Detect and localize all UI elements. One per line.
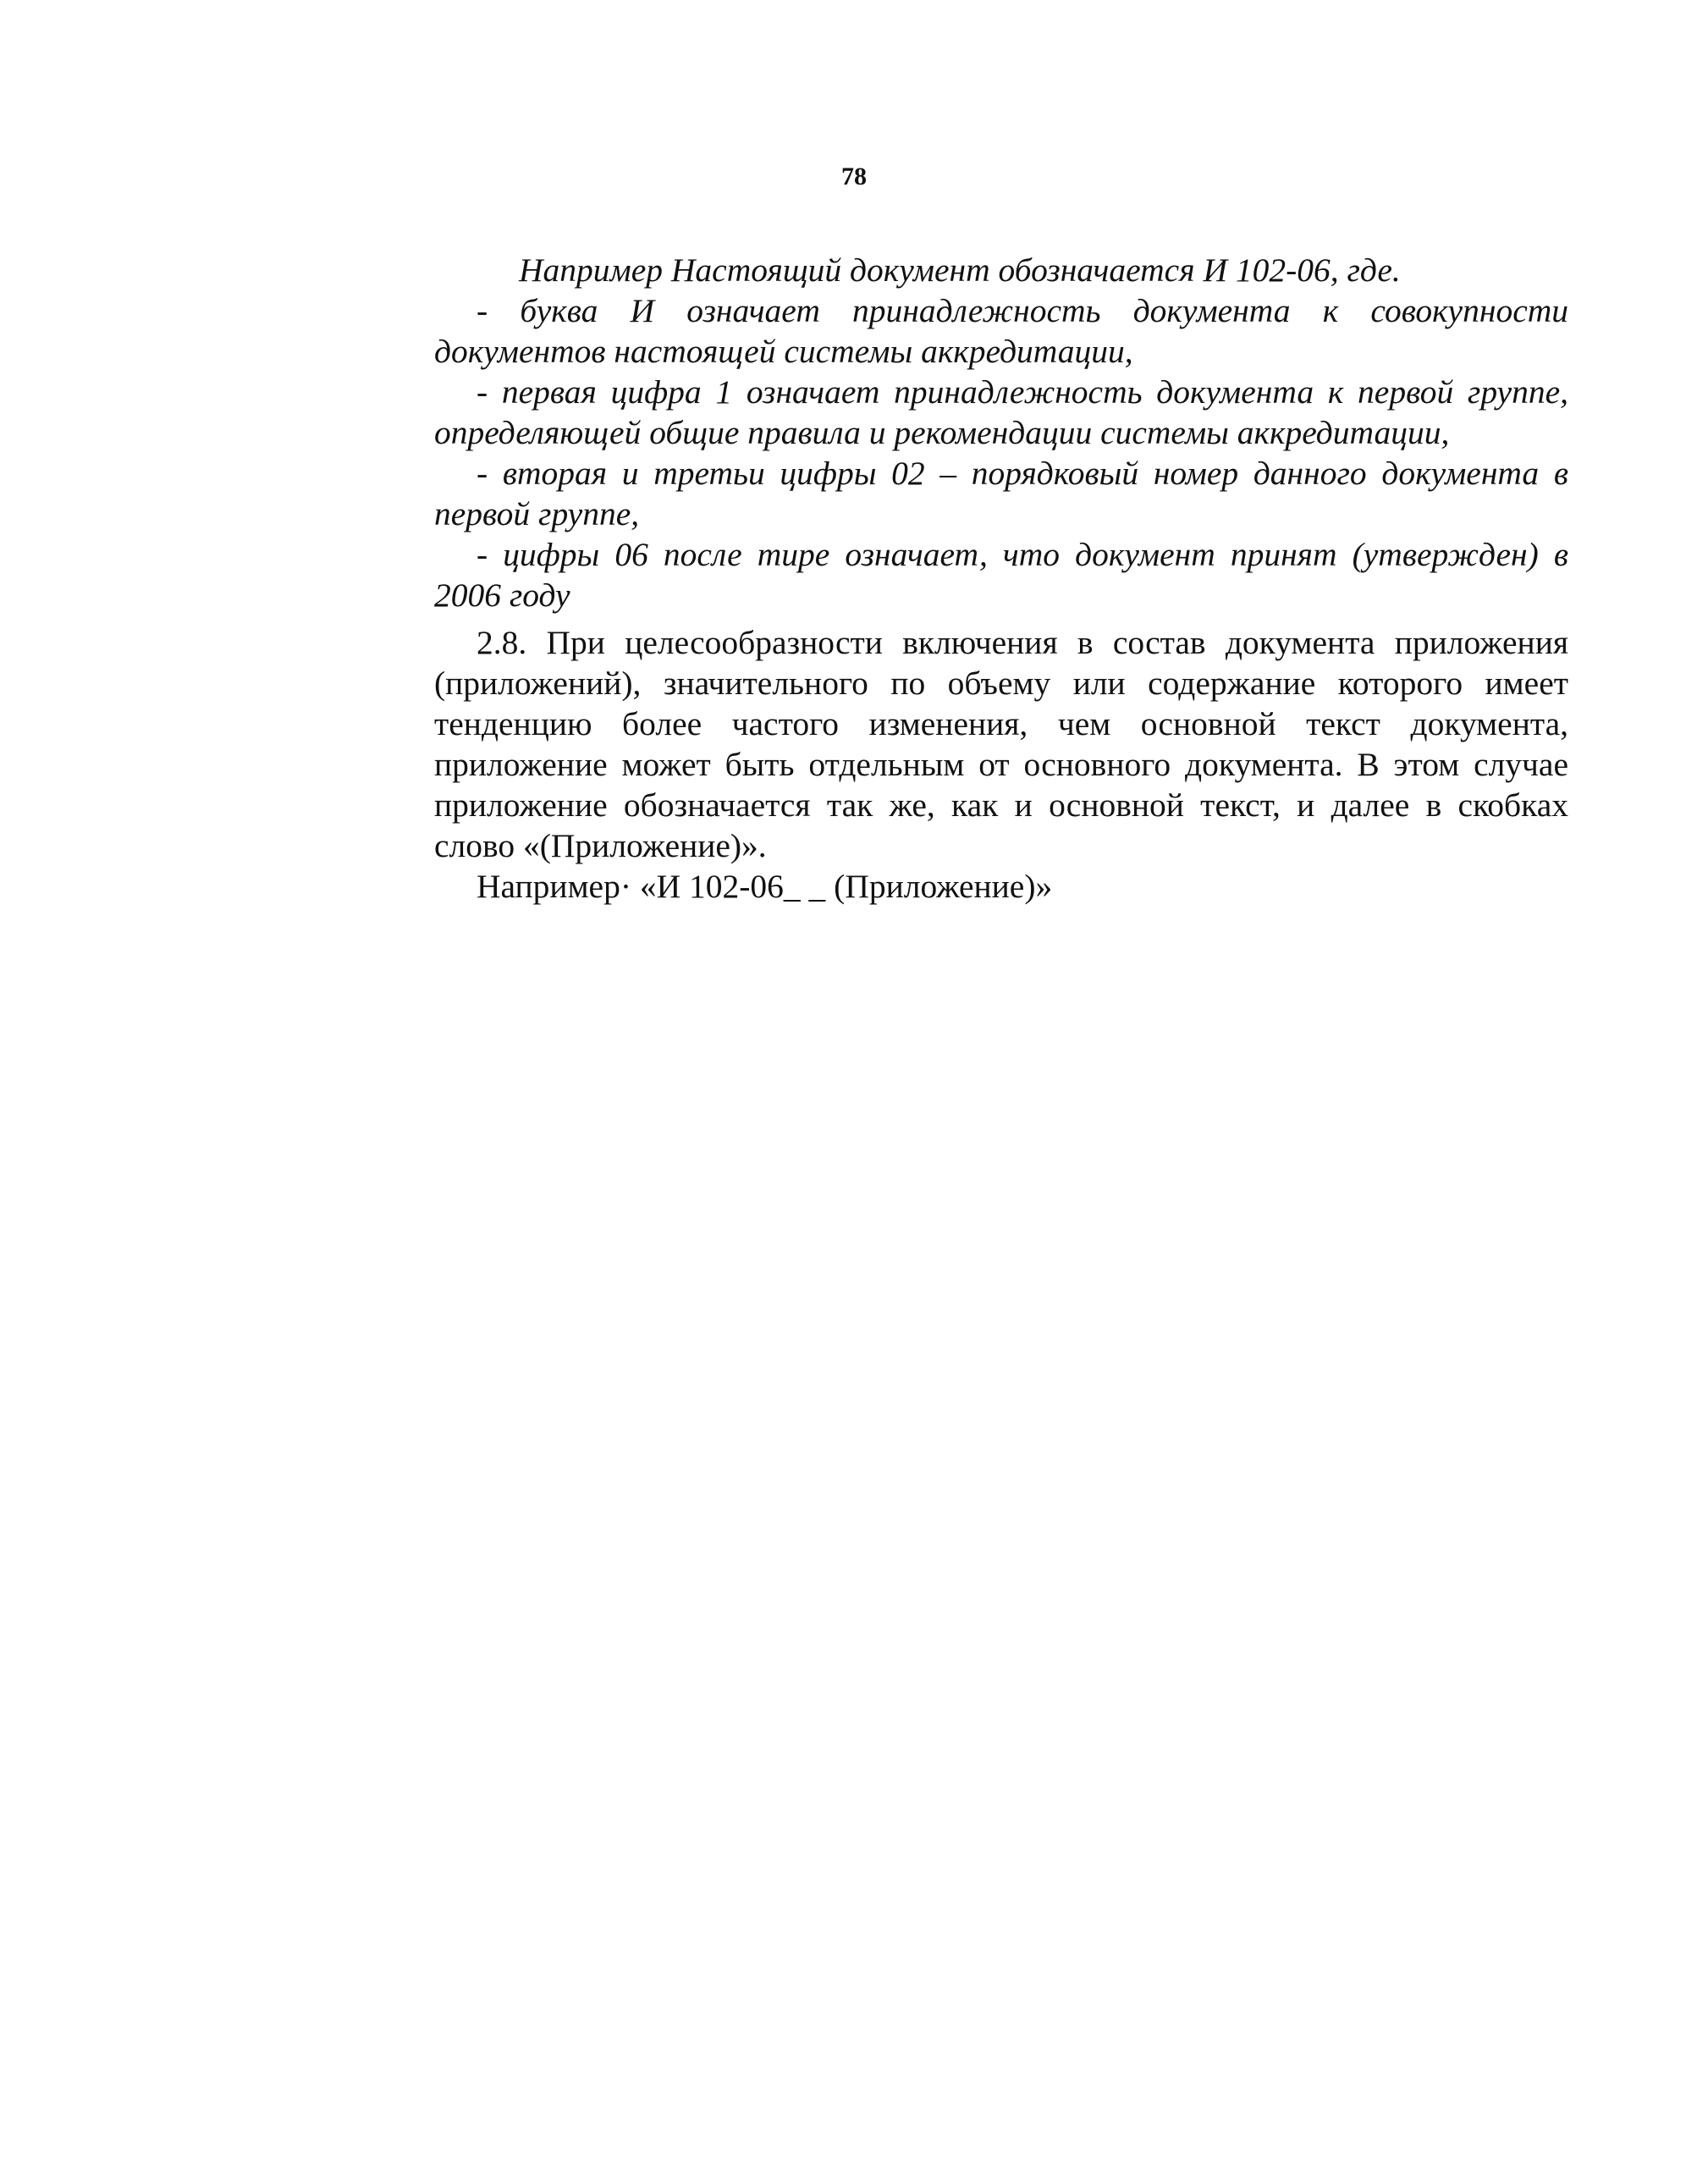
document-body	[434, 250, 1568, 907]
example-appendix: Например· «И 102-06_ _ (Приложение)»	[477, 868, 1053, 905]
list-item-first-digit: - первая цифра 1 означает принадлежность документа к первой группе, определяющей общие правила и рекомендации системы аккредитации,	[434, 373, 1568, 451]
list-item-letter: - буква И означает принадлежность документа к совокупности документов настоящей системы аккредитации,	[434, 292, 1568, 370]
list-item-second-third-digits: - вторая и третьи цифры 02 – порядковый номер данного документа в первой группе,	[434, 455, 1568, 532]
page-number: 78	[841, 163, 867, 190]
list-item-year: - цифры 06 после тире означает, что документ принят (утвержден) в 2006 году	[434, 536, 1568, 614]
section-2-8-paragraph: 2.8. При целесообразности включения в состав документа приложения (приложений), значительного по объему или содержание которого имеет тенденцию более частого изменения, чем основной текст документа, приложение может быть отдельным от основного документа. В этом случае приложение обозначается так же, как и основной текст, и далее в скобках слово «(Приложение)».	[434, 624, 1568, 864]
example-intro: Например Настоящий документ обозначается И 102-06, где.	[519, 251, 1401, 289]
